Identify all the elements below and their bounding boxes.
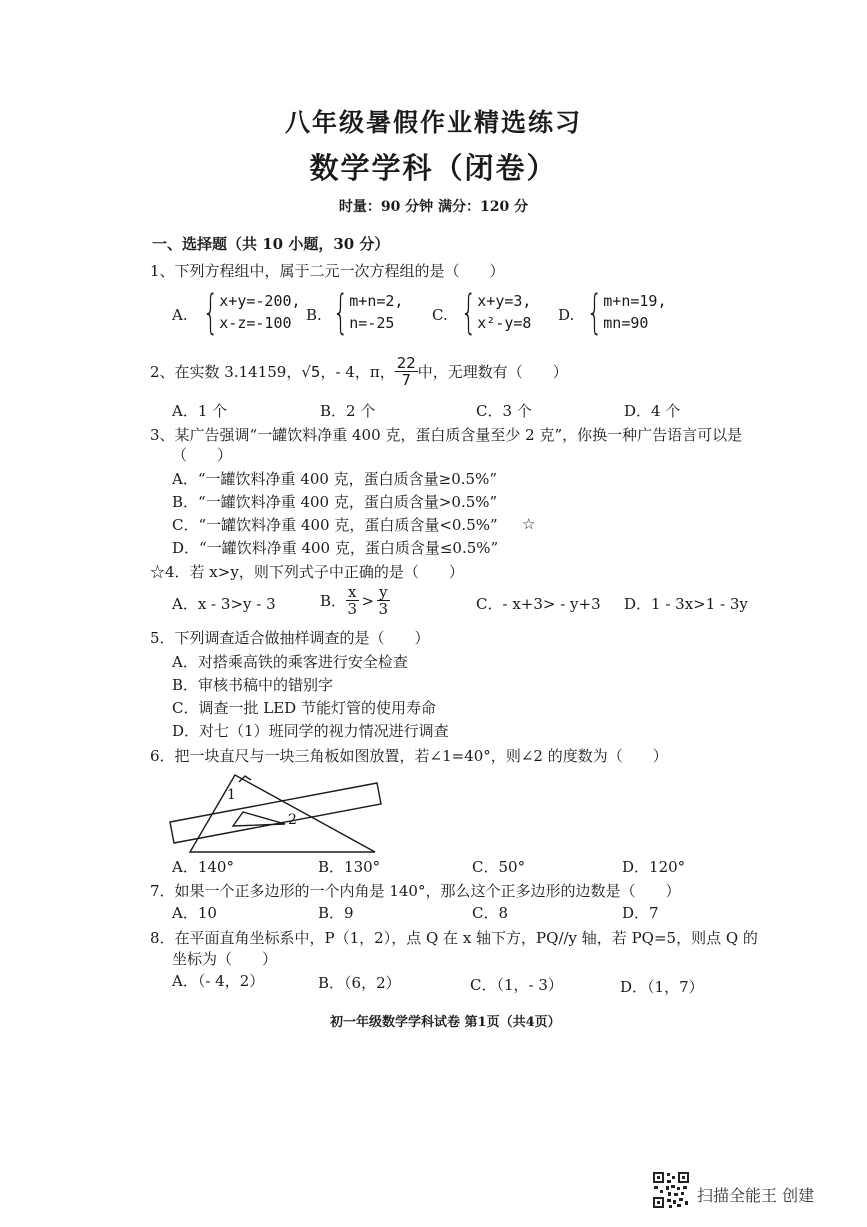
- q1-option-c-label: C.: [432, 306, 448, 324]
- q7-option-a: A．10: [172, 904, 217, 922]
- q5-option-a: A．对搭乘高铁的乘客进行安全检查: [172, 653, 408, 671]
- q3-paren: （ ）: [172, 446, 233, 464]
- q7-option-b: B．9: [318, 904, 354, 922]
- q3-option-a: A．“一罐饮料净重 400 克，蛋白质含量≥0.5%”: [172, 470, 498, 488]
- q8-stem-line1: 8．在平面直角坐标系中，P（1，2），点 Q 在 x 轴下方，PQ//y 轴，若 PQ=5，则点 Q 的: [150, 929, 758, 947]
- q7-option-c: C．8: [472, 904, 509, 922]
- page-footer: 初一年级数学学科试卷 第1页（共4页）: [330, 1015, 561, 1030]
- equation-line: mn=90: [603, 314, 649, 332]
- equation-line: x-z=-100: [219, 314, 292, 332]
- q2-stem: [150, 355, 568, 388]
- q3-option-b: B．“一罐饮料净重 400 克，蛋白质含量>0.5%”: [172, 493, 498, 511]
- brace-icon: {: [332, 285, 349, 339]
- q1-option-d-system: [580, 285, 667, 339]
- section-heading: 一、选择题（共 10 小题，30 分）: [152, 235, 390, 253]
- q4-operator: >: [361, 591, 375, 610]
- triangle-cutout: [233, 812, 285, 826]
- q6-option-c: C．50°: [472, 858, 526, 876]
- q4-fraction-x: [346, 584, 358, 617]
- brace-icon: {: [460, 285, 477, 339]
- equation-line: m+n=19,: [603, 292, 667, 310]
- q2-fraction: [395, 355, 418, 388]
- equation-line: n=-25: [349, 314, 395, 332]
- exam-info: 时量：90 分钟 满分：120 分: [338, 199, 529, 215]
- star-icon: ☆: [522, 515, 536, 533]
- q1-option-d-label: D.: [558, 306, 575, 324]
- q4-option-c: C．- x+3> - y+3: [476, 595, 601, 613]
- q7-stem: 7．如果一个正多边形的一个内角是 140°，那么这个正多边形的边数是（ ）: [150, 882, 681, 900]
- q3-stem: 3、某广告强调“一罐饮料净重 400 克，蛋白质含量至少 2 克”，你换一种广告语言可以是: [150, 426, 743, 444]
- q8-option-a: A．（- 4，2）: [172, 972, 265, 990]
- q5-option-b: B．审核书稿中的错别字: [172, 676, 334, 694]
- fraction-denominator: 3: [378, 600, 389, 618]
- qr-code-icon: [652, 1171, 690, 1209]
- q6-option-b: B．130°: [318, 858, 381, 876]
- q8-option-b: B．（6，2）: [318, 974, 401, 992]
- q2-option-d: D．4 个: [624, 402, 681, 420]
- q2-stem-part: 中，无理数有（ ）: [417, 363, 568, 381]
- q6-stem: 6．把一块直尺与一块三角板如图放置，若∠1=40°，则∠2 的度数为（ ）: [150, 747, 668, 765]
- equation-line: m+n=2,: [349, 292, 404, 310]
- brace-icon: {: [202, 285, 219, 339]
- exam-subtitle: 数学学科（闭卷）: [309, 151, 558, 185]
- q4-option-d: D．1 - 3x>1 - 3y: [624, 595, 748, 613]
- q5-option-d: D．对七（1）班同学的视力情况进行调查: [172, 722, 449, 740]
- q7-option-d: D．7: [622, 904, 659, 922]
- q2-option-b: B．2 个: [320, 402, 376, 420]
- q6-option-a: A．140°: [172, 858, 234, 876]
- q2-option-a: A．1 个: [172, 402, 228, 420]
- q5-option-c: C．调查一批 LED 节能灯管的使用寿命: [172, 699, 436, 717]
- fraction-denominator: 3: [347, 600, 358, 618]
- equation-line: x²-y=8: [477, 314, 532, 332]
- fraction-numerator: x: [348, 583, 357, 601]
- fraction-numerator: y: [379, 583, 388, 601]
- fraction-numerator: 22: [396, 354, 416, 372]
- q1-stem: 1、下列方程组中，属于二元一次方程组的是（ ）: [150, 262, 505, 280]
- equation-line: x+y=-200,: [219, 292, 301, 310]
- q2-option-c: C．3 个: [476, 402, 532, 420]
- q3-option-c: C．“一罐饮料净重 400 克，蛋白质含量<0.5%”: [172, 516, 498, 534]
- q4-option-b: [320, 584, 390, 617]
- equation-line: x+y=3,: [477, 292, 532, 310]
- q1-option-b-label: B.: [306, 306, 322, 324]
- q1-option-b-system: [326, 285, 404, 339]
- ruler-triangle-figure: [165, 770, 395, 860]
- angle-2-label: 2: [288, 812, 297, 828]
- q4-stem: ☆4．若 x>y，则下列式子中正确的是（ ）: [150, 563, 464, 581]
- q4-option-b-label: B．: [320, 592, 347, 610]
- ruler-shape: [170, 783, 381, 843]
- q3-option-d: D．“一罐饮料净重 400 克，蛋白质含量≤0.5%”: [172, 539, 499, 557]
- q1-option-c-system: [454, 285, 532, 339]
- brace-icon: {: [586, 285, 603, 339]
- q1-option-a-system: [196, 285, 301, 339]
- q1-option-a-label: A.: [172, 306, 188, 324]
- q8-stem-line2: 坐标为（ ）: [172, 950, 278, 968]
- q4-fraction-y: [377, 584, 389, 617]
- q8-option-c: C．（1，- 3）: [470, 976, 563, 994]
- q4-option-a: A．x - 3>y - 3: [172, 595, 276, 613]
- q8-option-d: D．（1，7）: [620, 978, 704, 996]
- exam-title: 八年级暑假作业精选练习: [284, 108, 582, 137]
- q6-option-d: D．120°: [622, 858, 686, 876]
- fraction-denominator: 7: [401, 371, 412, 389]
- angle-1-label: 1: [227, 787, 236, 803]
- q2-stem-part: ，- 4，π，: [320, 363, 395, 381]
- q2-sqrt: √5: [301, 362, 321, 381]
- q2-stem-part: 2、在实数 3.14159，: [150, 363, 302, 381]
- q5-stem: 5．下列调查适合做抽样调查的是（ ）: [150, 629, 430, 647]
- scanner-watermark: 扫描全能王 创建: [697, 1186, 815, 1205]
